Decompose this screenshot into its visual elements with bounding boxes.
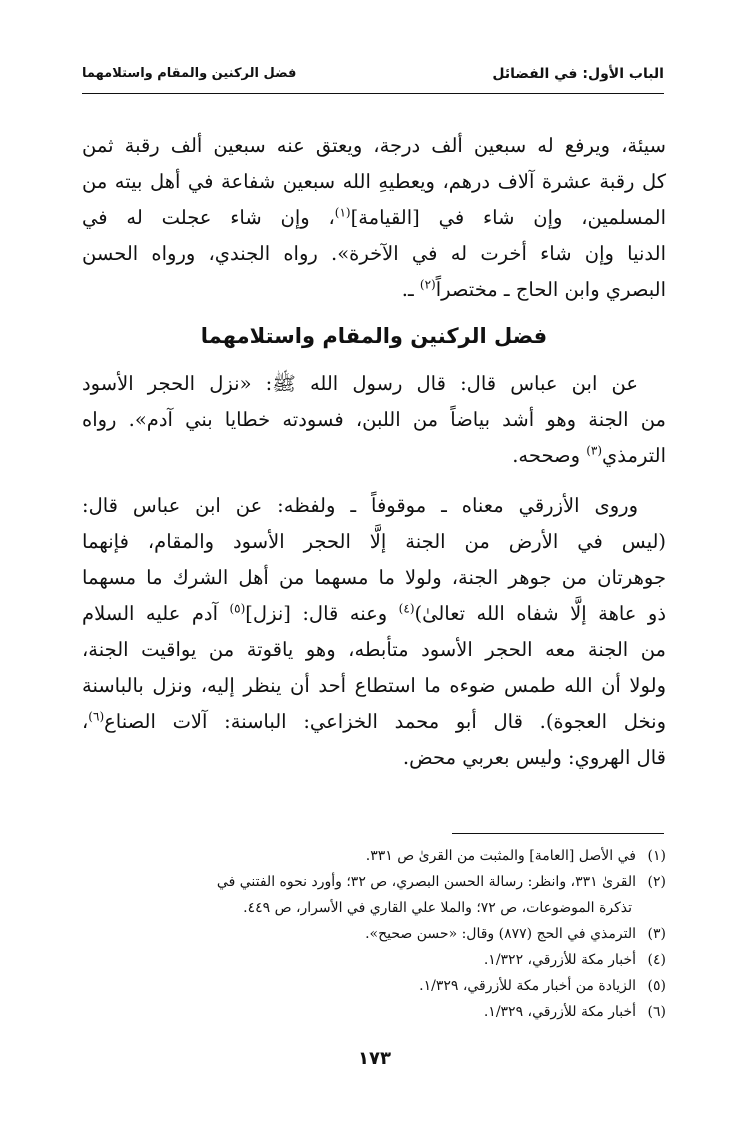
- text-line: عن ابن عباس قال: قال رسول الله ﷺ: «نزل الحجر الأسود: [82, 372, 638, 395]
- text-line: كل رقبة عشرة آلاف درهم، ويعطيهِ الله سبعين شفاعة في أهل بيته من: [82, 170, 666, 193]
- footnote-text: في الأصل [العامة] والمثبت من القرىٰ ص ٣٣١.: [365, 848, 636, 864]
- footnote-item: [82, 843, 666, 869]
- text-line: سيئة، ويرفع له سبعين ألف درجة، ويعتق عنه سبعين ألف رقبة ثمن: [82, 134, 666, 157]
- footnote-item: [82, 973, 666, 999]
- footnote-number: (٤): [647, 952, 666, 968]
- footnote-text: الزيادة من أخبار مكة للأزرقي، ١/٣٢٩.: [419, 978, 636, 994]
- footnote-marker[interactable]: (٤): [398, 601, 415, 616]
- running-header: [82, 66, 664, 92]
- text-line: ونخل العجوة). قال أبو محمد الخزاعي: الباسنة: آلات الصناع$^{(٦)}$،: [82, 709, 666, 733]
- text-line: من الجنة معه الحجر الأسود متأبطه، وهو ياقوتة من يواقيت الجنة،: [82, 638, 666, 661]
- footnote-number: (١): [647, 848, 666, 864]
- text-line: (ليس في الأرض من الجنة إلَّا الحجر الأسود والمقام، فإنهما: [82, 530, 666, 553]
- text-line: الترمذي$^{(٣)}$ وصححه.: [512, 443, 666, 467]
- chapter-title: الباب الأول: في الفضائل: [492, 66, 664, 82]
- footnote-number: (٥): [647, 978, 666, 994]
- footnote-number: (٦): [647, 1004, 666, 1020]
- footnote-text: الترمذي في الحج (٨٧٧) وقال: «حسن صحيح».: [365, 926, 636, 942]
- footnotes: [82, 843, 666, 1025]
- footnote-marker[interactable]: (٣): [586, 443, 603, 458]
- footnote-number: (٣): [647, 926, 666, 942]
- footnote-item: [82, 947, 666, 973]
- footnote-text: القرىٰ ٣٣١، وانظر: رسالة الحسن البصري، ص ٣٢؛ وأورد نحوه الفتني في: [216, 874, 636, 890]
- text-line: من الجنة وهو أشد بياضاً من اللبن، فسودته خطايا بني آدم». رواه: [82, 408, 666, 431]
- footnote-marker[interactable]: (١): [334, 205, 351, 220]
- footnote-marker[interactable]: (٥): [229, 601, 246, 616]
- paragraph-gap: [82, 474, 666, 488]
- text-line: جوهرتان من جوهر الجنة، ولولا ما مسهما من أهل الشرك ما مسهما: [82, 566, 666, 589]
- footnote-rule: [452, 833, 664, 834]
- text-line: ذو عاهة إلَّا شفاه الله تعالىٰ)$^{(٤)}$ وعنه قال: [نزل]$^{(٥)}$ آدم عليه السلام: [82, 601, 666, 625]
- text-line: الدنيا وإن شاء أخرت له في الآخرة». رواه الجندي، ورواه الحسن: [82, 242, 666, 265]
- footnote-number: (٢): [647, 874, 666, 890]
- text-line: وروى الأزرقي معناه ـ موقوفاً ـ ولفظه: عن ابن عباس قال:: [82, 494, 638, 517]
- footnote-marker[interactable]: (٢): [419, 277, 436, 292]
- header-rule: [82, 93, 664, 94]
- footnote-marker[interactable]: (٦): [88, 709, 105, 724]
- main-text: [82, 128, 666, 776]
- text-line: قال الهروي: وليس بعربي محض.: [402, 746, 666, 769]
- footnote-item: [82, 869, 666, 895]
- footnote-item: [82, 999, 666, 1025]
- footnote-text-continued: تذكرة الموضوعات، ص ٧٢؛ والملا علي القاري في الأسرار، ص ٤٤٩.: [243, 900, 632, 916]
- section-heading: فضل الركنين والمقام واستلامهما: [200, 324, 548, 348]
- text-line: المسلمين، وإن شاء في [القيامة]$^{(١)}$، وإن شاء عجلت له في: [82, 205, 666, 229]
- text-line: البصري وابن الحاج ـ مختصراً$^{(٢)}$ ـ.: [401, 277, 666, 301]
- footnote-item: [82, 921, 666, 947]
- section-running-title: فضل الركنين والمقام واستلامهما: [82, 66, 297, 81]
- footnote-text: أخبار مكة للأزرقي، ١/٣٢٢.: [483, 952, 636, 968]
- page-number: ١٧٣: [358, 1048, 391, 1069]
- footnote-text: أخبار مكة للأزرقي، ١/٣٢٩.: [483, 1004, 636, 1020]
- text-line: ولولا أن الله طمس ضوءه ما استطاع أحد أن ينظر إليه، ونزل بالباسنة: [82, 674, 666, 697]
